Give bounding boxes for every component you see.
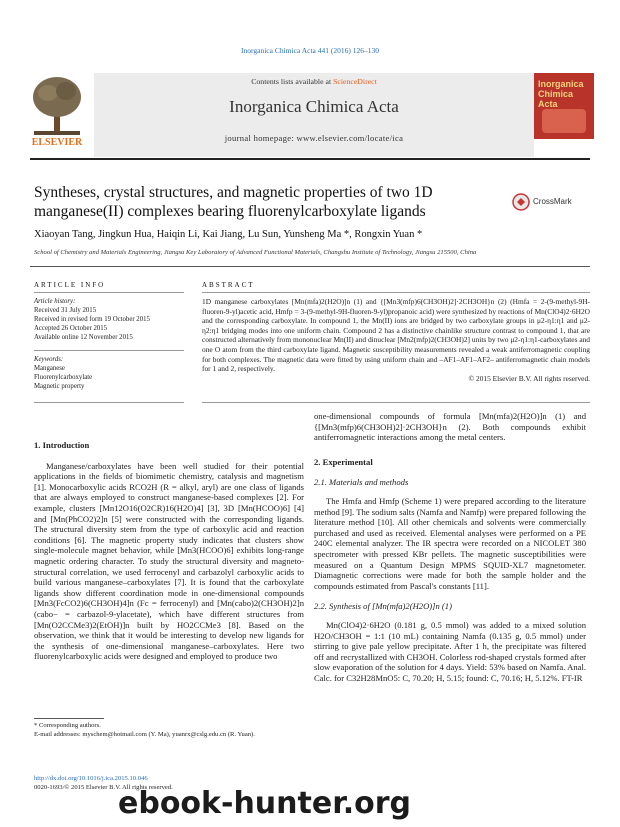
- history-item: Accepted 26 October 2015: [34, 325, 108, 332]
- abstract-copyright: © 2015 Elsevier B.V. All rights reserved.: [468, 373, 590, 383]
- subsection-heading-materials: 2.1. Materials and methods: [314, 477, 409, 488]
- doi-link[interactable]: http://dx.doi.org/10.1016/j.ica.2015.10.046: [34, 775, 148, 782]
- left-column: [34, 440, 304, 662]
- journal-banner: [94, 73, 534, 157]
- abstract-text: 1D manganese carboxylates [Mn(mfa)2(H2O)]n (1) and {[Mn3(mfp)6(CH3OH)2]·2CH3OH}n (2) (Hmfa = 2-(9-methyl-9H-fluoren-9-yl)acetic acid, Hmfp = 3-(9-methyl-9H-fluoren-9-yl)propanoic acid) were synthesized by reactions of Mn(ClO4)2·6H2O and the corresponding carboxylate. In compound 1, the Mn(II) ions are bridged by two carboxylate groups in μ2-η1:η1 and μ2-η2:η1 bridging modes into one uniform chain. Compound 2 has a distinctive chainlike structure contrast to compound 1, that are constructed alternatively from mononuclear Mn(II) and dinuclear [Mn2(mfp)2(CH3OH)2] units by two μ2-η1:η1-carboxylates and one O atom from the third carboxylate ligand. Magnetic susceptibility measurements revealed a weak antiferromagnetic coupling for both complexes. The magnetic data were fitted by using uniform chain and –AF1–AF1–AF2– antiferromagnetic chain models for 1 and 2, respectively.: [202, 297, 590, 374]
- affiliation: School of Chemistry and Materials Engineering, Jiangsu Key Laboratory of Advanced Functional Materials, Changshu Institute of Technology, Jiangsu 215500, China: [34, 249, 477, 256]
- journal-cover-thumbnail[interactable]: [534, 73, 594, 139]
- contents-line: Contents lists available at ScienceDirect: [251, 77, 377, 86]
- elsevier-logo[interactable]: [28, 73, 86, 153]
- sciencedirect-link[interactable]: ScienceDirect: [333, 77, 377, 86]
- intro-paragraph-continued: one-dimensional compounds of formula [Mn(mfa)2(H2O)]n (1) and {[Mn3(mfp)6(CH3OH)2]·2CH3OH}n (2). Both compounds exhibit antiferromagnetic interactions among the metal centers.: [314, 411, 586, 443]
- right-column: [314, 411, 586, 683]
- history-item: Received 31 July 2015: [34, 307, 97, 314]
- intro-paragraph: Manganese/carboxylates have been well studied for their potential applications in the fields of biomimetic chemistry, catalysis and magnetism [1]. Monocarboxylic acids RCO2H (R = alkyl, aryl) are one class of ligands that are always employed to construct manganese-based complexes [2]. For example, clusters [Mn12O16(O2CR)16(H2O)4] [3], 3D [Mn(HCOO)6] [4] and [Mn(PhCO2)2]n [5] were constructed with the corresponding ligands. The structural diversity stem from the type of carboxylic acid and reaction conditions [6]. The magnetic property study indicates that clusters show single-molecule magnet behavior, while [Mn3(HCOO)6] exhibits long-range magnetic ordering character. To study the structural diversity and magneto-structural correlation, we used ferrocenyl and carbazolyl carboxylic acids to build various manganese–carboxylates [7]. It is found that the carboxylate ligands show different coordination mode in one-dimensional compounds [Mn3(FcCO2)6(CH3OH)4]n (Fc = ferrocenyl) and [Mn(cabo)2(CH3OH)2]n (cabo− = carbazol-9-ylacetate), which have different structures from [Mn(O2CCMe3)2(EtOH)]n built by HO2CCMe3 [8]. Based on the observation, we think that it would be interesting to develop new ligands for the synthesis of one-dimensional manganese–carboxylates. Here two fluorenylcarboxylic acids were designed and employed to produce two: [34, 460, 304, 662]
- article-history: [34, 297, 184, 342]
- article-title: Syntheses, crystal structures, and magnetic properties of two 1D manganese(II) complexes bearing fluorenylcarboxylate ligands: [34, 184, 433, 220]
- history-item: Available online 12 November 2015: [34, 334, 133, 341]
- publisher-name: ELSEVIER: [31, 137, 83, 148]
- article-info-heading: ARTICLE INFO: [34, 281, 106, 289]
- issn-line: 0020-1693/© 2015 Elsevier B.V. All rights reserved.: [34, 784, 173, 791]
- cover-graphic: [542, 109, 586, 133]
- journal-reference[interactable]: Inorganica Chimica Acta 441 (2016) 126–130: [241, 46, 379, 55]
- divider: [30, 266, 590, 267]
- author-list: Xiaoyan Tang, Jingkun Hua, Haiqin Li, Kai Jiang, Lu Sun, Yunsheng Ma *, Rongxin Yuan *: [34, 229, 423, 240]
- synthesis-paragraph: Mn(ClO4)2·6H2O (0.181 g, 0.5 mmol) was added to a mixed solution H2O/CH3OH = 1:1 (10 mL) containing Namfa (0.135 g, 0.5 mmol) under stirring to give pale yellow precipitate. After 1 h, the precipitate was filtered off and recrystallized with CH3OH. Colorless rod-shaped crystals formed after slow evaporation of the solution for 4 days. Yield: 53% based on Namfa. Anal. Calc. for C32H28MnO5: C, 70.20; H, 5.15; found: C, 70.16; H, 5.12%. FT-IR: [314, 619, 586, 683]
- materials-paragraph: The Hmfa and Hmfp (Scheme 1) were prepared according to the literature method [9]. The sodium salts (Namfa and Namfp) were prepared following the literature method [10]. All other chemicals and solvents were commercially purchased and used as received. Elemental analyses were performed on a PE 240C elemental analyzer. The IR spectra were recorded on a NICOLET 380 spectrometer with pressed KBr pellets. The magnetic susceptibilities were measured on a Quantum Design MPMS SQUID-XL7 magnetometer. Diamagnetic corrections were made for both the sample holder and the compounds estimated from Pascal's constants [11].: [314, 495, 586, 591]
- watermark: ebook-hunter.org: [118, 786, 411, 821]
- divider: [34, 350, 184, 351]
- abstract-heading: ABSTRACT: [202, 281, 255, 289]
- keyword: Magnetic property: [34, 383, 85, 390]
- abstract-body: [202, 297, 590, 383]
- elsevier-tree-icon: [28, 73, 86, 139]
- masthead-rule: [30, 158, 590, 160]
- crossmark-badge[interactable]: [512, 193, 584, 213]
- journal-name: Inorganica Chimica Acta: [229, 97, 399, 116]
- journal-homepage[interactable]: journal homepage: www.elsevier.com/locate/ica: [224, 133, 404, 143]
- keywords: [34, 355, 184, 391]
- footnote-rule: [34, 718, 104, 719]
- section-heading-introduction: 1. Introduction: [34, 440, 90, 450]
- crossmark-label: CrossMark: [533, 197, 572, 206]
- divider: [34, 292, 184, 293]
- cover-title: Inorganica Chimica Acta: [538, 79, 584, 109]
- author-emails[interactable]: E-mail addresses: myschem@hotmail.com (Y. Ma), yuanrx@cslg.edu.cn (R. Yuan).: [34, 730, 255, 738]
- section-heading-experimental: 2. Experimental: [314, 456, 373, 467]
- keywords-label: Keywords:: [34, 356, 64, 363]
- divider: [202, 402, 590, 403]
- divider: [34, 402, 184, 403]
- masthead: [20, 73, 600, 157]
- subsection-heading-synthesis: 2.2. Synthesis of [Mn(mfa)2(H2O)]n (1): [314, 601, 452, 612]
- divider: [202, 292, 590, 293]
- history-label: Article history:: [34, 298, 76, 305]
- keyword: Manganese: [34, 365, 65, 372]
- history-item: Received in revised form 19 October 2015: [34, 316, 150, 323]
- footnote: [34, 722, 304, 739]
- corresponding-authors-note: * Corresponding authors.: [34, 722, 101, 729]
- crossmark-icon: [512, 193, 530, 211]
- keyword: Fluorenylcarboxylate: [34, 374, 93, 381]
